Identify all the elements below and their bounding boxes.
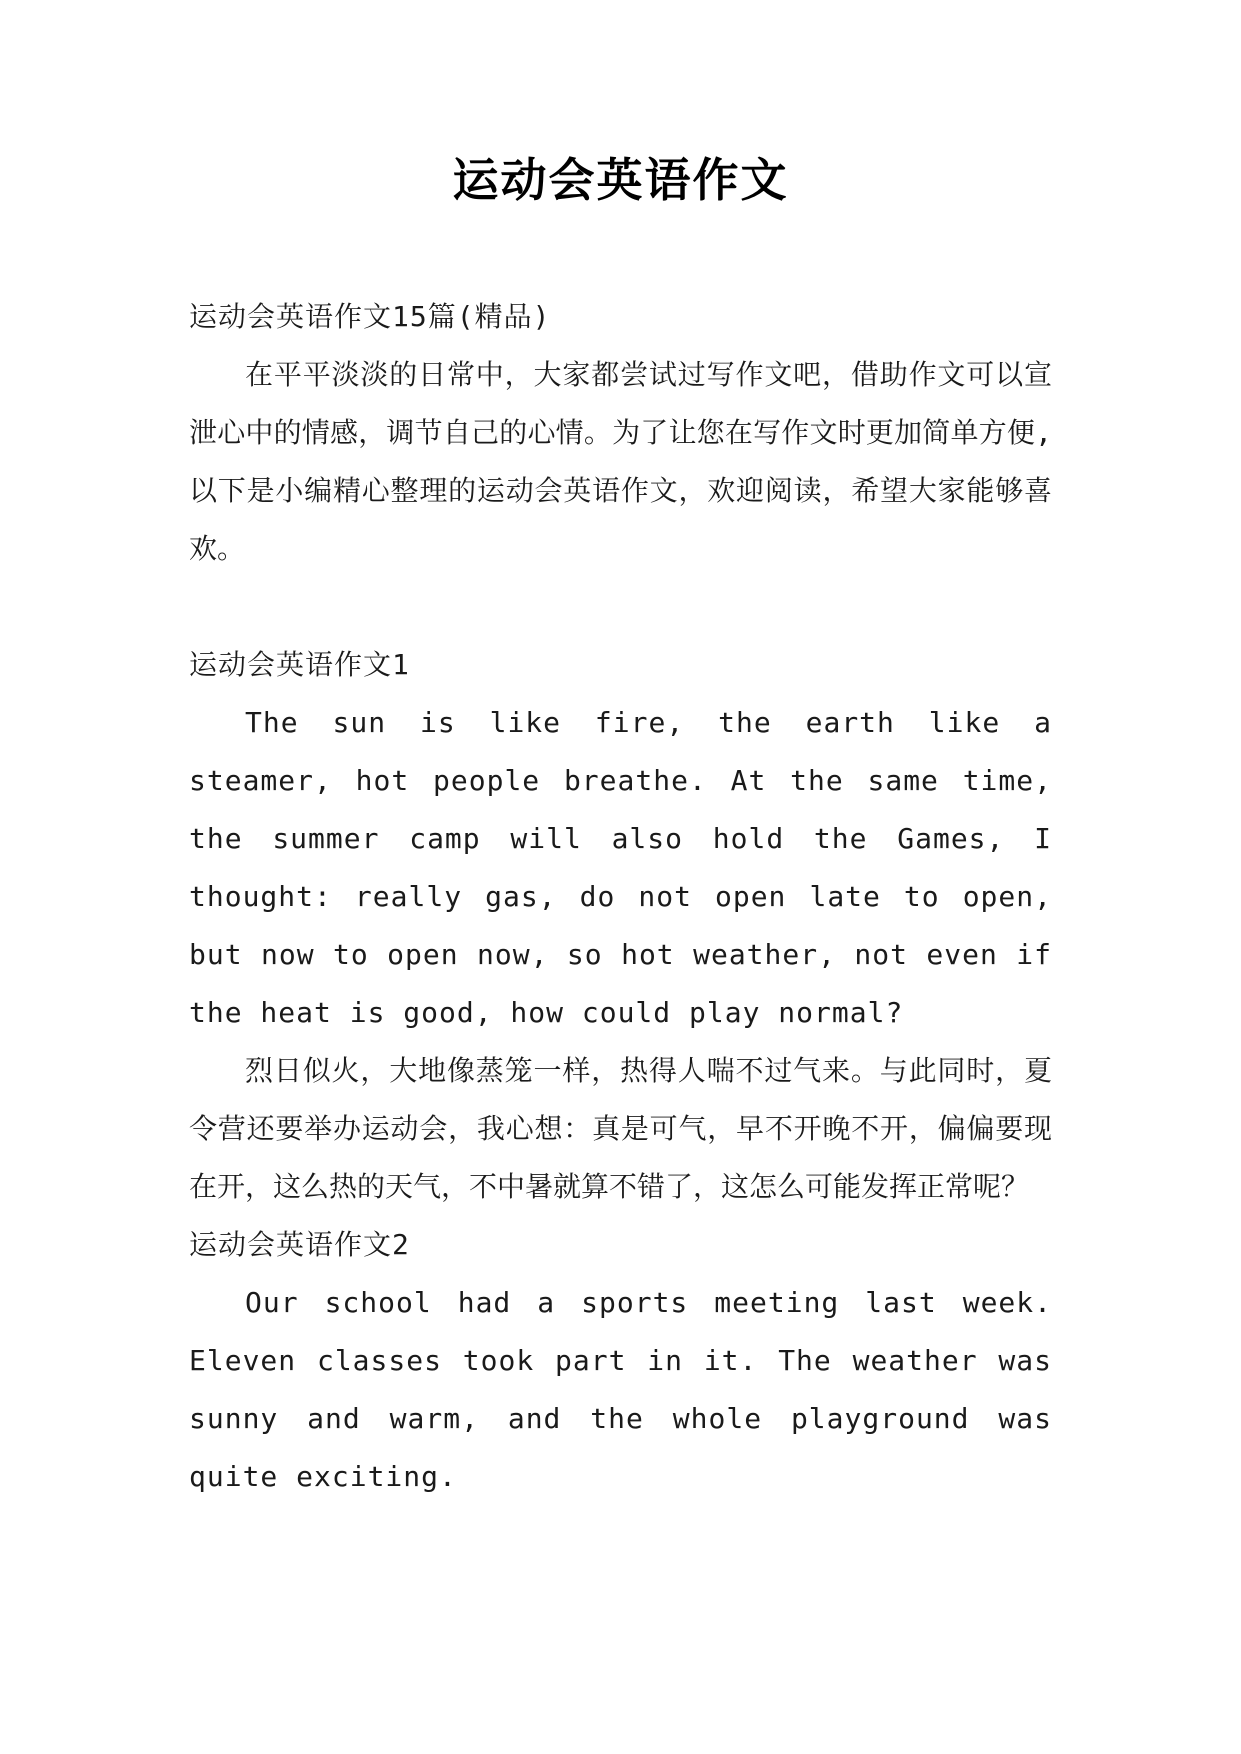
english-paragraph: The sun is like fire, the earth like a steamer, hot people breathe. At the same time, the summer camp will also hold the Games, I thought: really gas, do not open late to open, but now to open now, so hot weather, not even if the heat is good, how could play normal?	[189, 706, 1052, 1029]
document-subtitle: 运动会英语作文15篇(精品)	[189, 300, 551, 333]
document-body	[189, 288, 1052, 1506]
paragraph-spacer	[189, 578, 1052, 636]
chinese-paragraph: 烈日似火，大地像蒸笼一样，热得人喘不过气来。与此同时，夏令营还要举办运动会，我心想：真是可气，早不开晚不开，偏偏要现在开，这么热的天气，不中暑就算不错了，这怎么可能发挥正常呢？	[189, 1054, 1052, 1203]
english-paragraph: Our school had a sports meeting last week. Eleven classes took part in it. The weather was sunny and warm, and the whole playground was quite exciting.	[189, 1286, 1052, 1493]
intro-paragraph: 在平平淡淡的日常中，大家都尝试过写作文吧，借助作文可以宣泄心中的情感，调节自己的心情。为了让您在写作文时更加简单方便,以下是小编精心整理的运动会英语作文，欢迎阅读，希望大家能够喜欢。	[189, 358, 1052, 565]
section-heading: 运动会英语作文2	[189, 1228, 410, 1261]
section-heading: 运动会英语作文1	[189, 648, 410, 681]
document-title: 运动会英语作文	[452, 153, 789, 207]
